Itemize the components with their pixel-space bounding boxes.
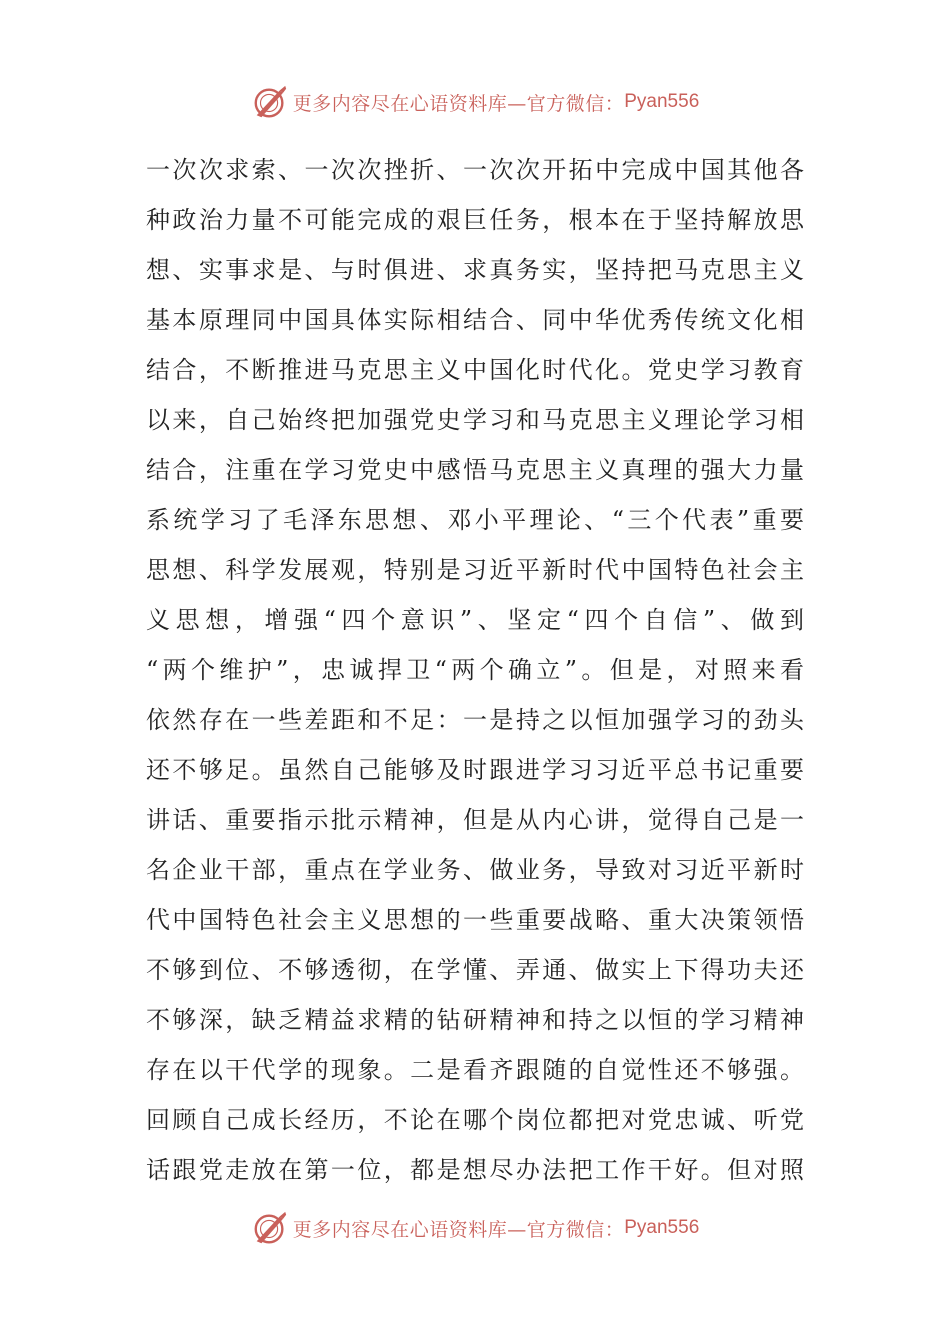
body-line: 结合，不断推进马克思主义中国化时代化。党史学习教育 [146,356,804,384]
pen-logo-icon [251,1209,289,1247]
header-banner-handle: Pyan556 [624,91,700,112]
body-line: 种政治力量不可能完成的艰巨任务，根本在于坚持解放思 [146,206,804,234]
body-line: 基本原理同中国具体实际相结合、同中华优秀传统文化相 [146,306,804,334]
body-line: 一次次求索、一次次挫折、一次次开拓中完成中国其他各 [146,156,804,184]
body-line: 讲话、重要指示批示精神，但是从内心讲，觉得自己是一 [146,806,804,834]
body-line: 结合，注重在学习党史中感悟马克思主义真理的强大力量 [146,456,804,484]
body-line: 存在以干代学的现象。二是看齐跟随的自觉性还不够强。 [146,1056,804,1084]
footer-banner-handle: Pyan556 [624,1217,700,1238]
body-line: 还不够足。虽然自己能够及时跟进学习习近平总书记重要 [146,756,804,784]
body-line: 不够到位、不够透彻，在学懂、弄通、做实上下得功夫还 [146,956,804,984]
body-line: 依然存在一些差距和不足：一是持之以恒加强学习的劲头 [146,706,804,734]
body-line: 以来，自己始终把加强党史学习和马克思主义理论学习相 [146,406,804,434]
body-line: 义思想，增强“四个意识”、坚定“四个自信”、做到 [146,606,804,634]
pen-logo-icon [251,83,289,121]
body-line: “两个维护”，忠诚捍卫“两个确立”。但是，对照来看 [146,656,804,684]
footer-banner-text: 更多内容尽在心语资料库—官方微信： [292,1218,625,1241]
header-banner-text: 更多内容尽在心语资料库—官方微信： [292,92,625,115]
body-line: 话跟党走放在第一位，都是想尽办法把工作干好。但对照 [146,1156,804,1184]
body-line: 代中国特色社会主义思想的一些重要战略、重大决策领悟 [146,906,804,934]
footer-banner [0,1206,950,1250]
header-banner [0,80,950,124]
body-line: 想、实事求是、与时俱进、求真务实，坚持把马克思主义 [146,256,804,284]
body-line: 系统学习了毛泽东思想、邓小平理论、“三个代表”重要 [146,506,804,534]
body-line: 不够深，缺乏精益求精的钻研精神和持之以恒的学习精神 [146,1006,804,1034]
body-line: 思想、科学发展观，特别是习近平新时代中国特色社会主 [146,556,804,584]
body-line: 回顾自己成长经历，不论在哪个岗位都把对党忠诚、听党 [146,1106,804,1134]
body-line: 名企业干部，重点在学业务、做业务，导致对习近平新时 [146,856,804,884]
